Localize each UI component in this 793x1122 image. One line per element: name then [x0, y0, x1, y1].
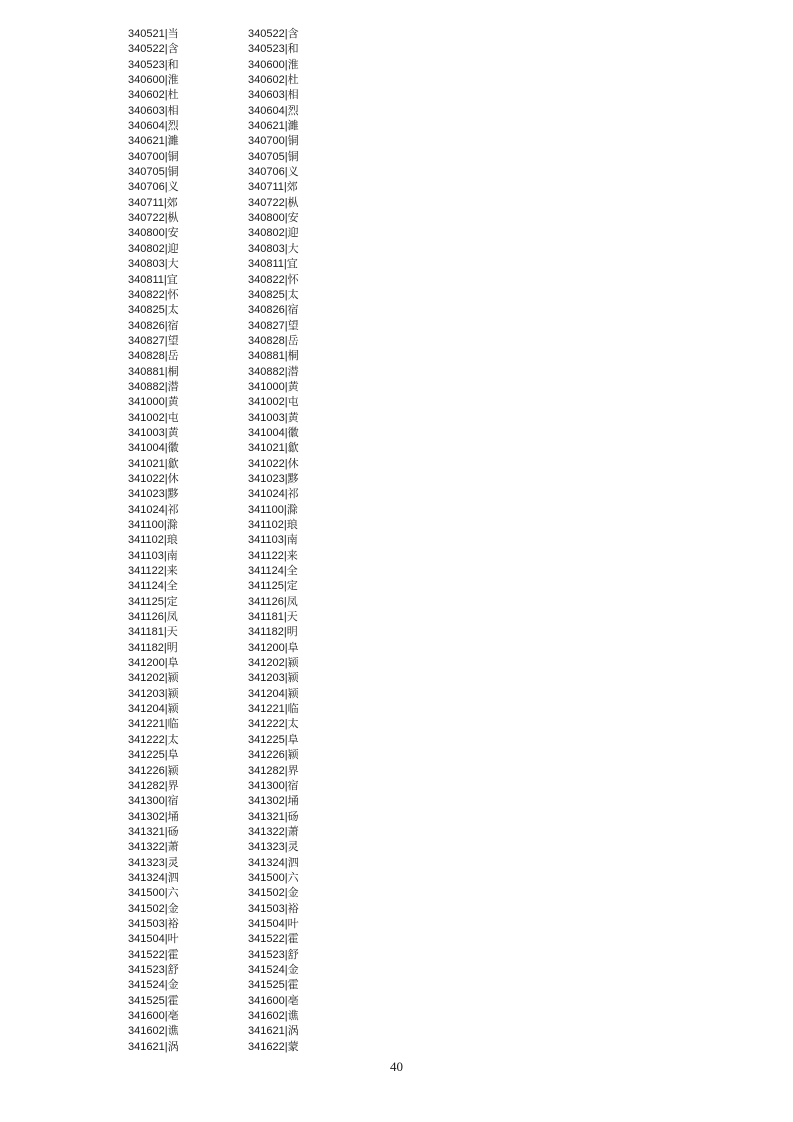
list-item: 340822|怀	[128, 288, 179, 301]
list-item: 341300|宿	[128, 795, 179, 808]
list-item: 341022|休	[128, 472, 179, 485]
list-item: 341124|全	[248, 565, 298, 578]
list-item: 340827|望	[248, 319, 299, 332]
list-item: 340705|铜	[128, 166, 179, 179]
list-item: 341021|歙	[248, 442, 299, 455]
list-item: 340825|太	[248, 288, 299, 301]
list-item: 340811|宜	[128, 273, 178, 286]
list-item: 341602|谯	[128, 1025, 179, 1038]
list-item: 341182|明	[248, 626, 298, 639]
list-item: 340711|郊	[248, 181, 298, 194]
list-item: 341502|金	[128, 902, 179, 915]
list-item: 341600|亳	[248, 994, 299, 1007]
list-item: 341622|蒙	[248, 1040, 299, 1053]
list-item: 341125|定	[128, 595, 178, 608]
list-item: 341321|砀	[128, 825, 179, 838]
list-item: 340882|潜	[128, 380, 179, 393]
list-item: 340700|铜	[248, 135, 299, 148]
list-item: 341302|埇	[128, 810, 179, 823]
list-item: 341126|凤	[248, 595, 298, 608]
list-item: 340621|濉	[248, 120, 299, 133]
list-item: 341002|屯	[248, 396, 299, 409]
list-item: 341621|涡	[128, 1040, 179, 1053]
list-item: 341323|灵	[248, 841, 299, 854]
list-item: 341600|亳	[128, 1010, 179, 1022]
list-item: 341324|泗	[128, 871, 179, 884]
list-item: 340800|安	[128, 227, 179, 240]
list-item: 341122|来	[248, 549, 298, 562]
list-item: 341524|金	[128, 979, 179, 992]
list-item: 340706|义	[248, 166, 299, 179]
list-item: 340522|含	[248, 28, 299, 40]
list-item: 341226|颍	[128, 764, 179, 777]
list-item: 340523|和	[248, 43, 299, 56]
list-item: 340882|潜	[248, 365, 299, 378]
list-item: 341503|裕	[248, 902, 299, 915]
list-item: 341602|谯	[248, 1010, 299, 1022]
list-item: 341122|来	[128, 565, 178, 578]
list-item: 341522|霍	[128, 948, 179, 961]
list-item: 341124|全	[128, 580, 178, 593]
list-item: 341100|滁	[128, 519, 178, 531]
list-item: 341002|屯	[128, 411, 179, 424]
list-item: 341222|太	[128, 733, 179, 746]
list-item: 341524|金	[248, 963, 299, 976]
list-item: 340706|义	[128, 181, 179, 194]
list-item: 340522|含	[128, 43, 179, 56]
list-item: 341021|歙	[128, 457, 179, 470]
list-item: 340604|烈	[248, 104, 299, 117]
right-column	[248, 27, 299, 1055]
list-item: 341525|霍	[248, 979, 299, 992]
list-item: 340828|岳	[248, 334, 299, 347]
list-item: 340711|郊	[128, 196, 178, 209]
list-item: 341202|颍	[248, 657, 299, 670]
list-item: 341523|舒	[128, 963, 179, 976]
list-item: 341203|颍	[248, 672, 299, 685]
list-item: 341202|颍	[128, 672, 179, 685]
list-item: 341500|六	[128, 887, 179, 900]
list-item: 341204|颍	[248, 687, 299, 700]
list-item: 341323|灵	[128, 856, 179, 869]
list-item: 341504|叶	[248, 917, 299, 930]
list-item: 341102|琅	[128, 534, 178, 547]
list-item: 340825|太	[128, 304, 179, 317]
list-item: 341102|琅	[248, 519, 298, 531]
list-item: 341525|霍	[128, 994, 179, 1007]
list-item: 340803|大	[248, 242, 299, 255]
list-item: 340602|杜	[128, 89, 179, 102]
list-item: 341302|埇	[248, 795, 299, 808]
list-item: 340826|宿	[248, 304, 299, 317]
list-item: 341000|黄	[128, 396, 179, 409]
list-item: 341300|宿	[248, 779, 299, 792]
list-item: 341125|定	[248, 580, 298, 593]
list-item: 340881|桐	[128, 365, 179, 378]
list-item: 340603|相	[248, 89, 299, 102]
list-item: 341100|滁	[248, 503, 298, 516]
list-item: 341126|凤	[128, 611, 178, 624]
left-column	[128, 27, 179, 1055]
list-item: 341221|临	[128, 718, 179, 731]
list-item: 340802|迎	[248, 227, 299, 240]
list-item: 340600|淮	[248, 58, 299, 71]
list-item: 341203|颍	[128, 687, 179, 700]
list-item: 341003|黄	[248, 411, 299, 424]
list-item: 341182|明	[128, 641, 178, 654]
list-item: 341282|界	[248, 764, 299, 777]
list-item: 340523|和	[128, 58, 179, 71]
list-item: 341103|南	[248, 534, 298, 547]
list-item: 341222|太	[248, 718, 299, 731]
list-item: 341282|界	[128, 779, 179, 792]
list-item: 341322|萧	[248, 825, 299, 838]
list-item: 340700|铜	[128, 150, 179, 163]
list-item: 341003|黄	[128, 426, 179, 439]
list-item: 341221|临	[248, 703, 299, 716]
list-item: 340621|濉	[128, 135, 179, 148]
list-item: 341226|颍	[248, 749, 299, 762]
list-item: 340603|相	[128, 104, 179, 117]
list-item: 341181|天	[248, 611, 298, 624]
list-item: 341225|阜	[128, 749, 179, 762]
list-item: 341502|金	[248, 887, 299, 900]
list-item: 341324|泗	[248, 856, 299, 869]
list-item: 341200|阜	[128, 657, 179, 670]
list-item: 341000|黄	[248, 380, 299, 393]
list-item: 341500|六	[248, 871, 299, 884]
list-item: 340722|枞	[248, 196, 299, 209]
list-item: 341322|萧	[128, 841, 179, 854]
page-number: 40	[390, 1059, 403, 1074]
list-item: 340800|安	[248, 212, 299, 225]
list-item: 341023|黟	[128, 488, 179, 501]
list-item: 341023|黟	[248, 472, 299, 485]
list-item: 341504|叶	[128, 933, 179, 946]
list-item: 341004|徽	[248, 426, 299, 439]
list-item: 340602|杜	[248, 74, 299, 87]
list-item: 340802|迎	[128, 242, 179, 255]
list-item: 340604|烈	[128, 120, 179, 133]
list-item: 341024|祁	[248, 488, 299, 501]
list-item: 340705|铜	[248, 150, 299, 163]
list-item: 341181|天	[128, 626, 178, 639]
list-item: 340826|宿	[128, 319, 179, 332]
list-item: 341621|涡	[248, 1025, 299, 1038]
list-item: 341200|阜	[248, 641, 299, 654]
list-item: 340828|岳	[128, 350, 179, 363]
list-item: 340881|桐	[248, 350, 299, 363]
list-item: 340521|当	[128, 28, 179, 40]
list-item: 340827|望	[128, 334, 179, 347]
list-item: 341103|南	[128, 549, 178, 562]
list-item: 341522|霍	[248, 933, 299, 946]
list-item: 341204|颍	[128, 703, 179, 716]
list-item: 341503|裕	[128, 917, 179, 930]
list-item: 340803|大	[128, 258, 179, 271]
list-item: 341004|徽	[128, 442, 179, 455]
list-item: 340822|怀	[248, 273, 299, 286]
list-item: 341225|阜	[248, 733, 299, 746]
list-item: 341321|砀	[248, 810, 299, 823]
list-item: 340722|枞	[128, 212, 179, 225]
list-item: 340811|宜	[248, 258, 298, 271]
list-item: 341523|舒	[248, 948, 299, 961]
list-item: 341022|休	[248, 457, 299, 470]
list-item: 340600|淮	[128, 74, 179, 87]
list-item: 341024|祁	[128, 503, 179, 516]
